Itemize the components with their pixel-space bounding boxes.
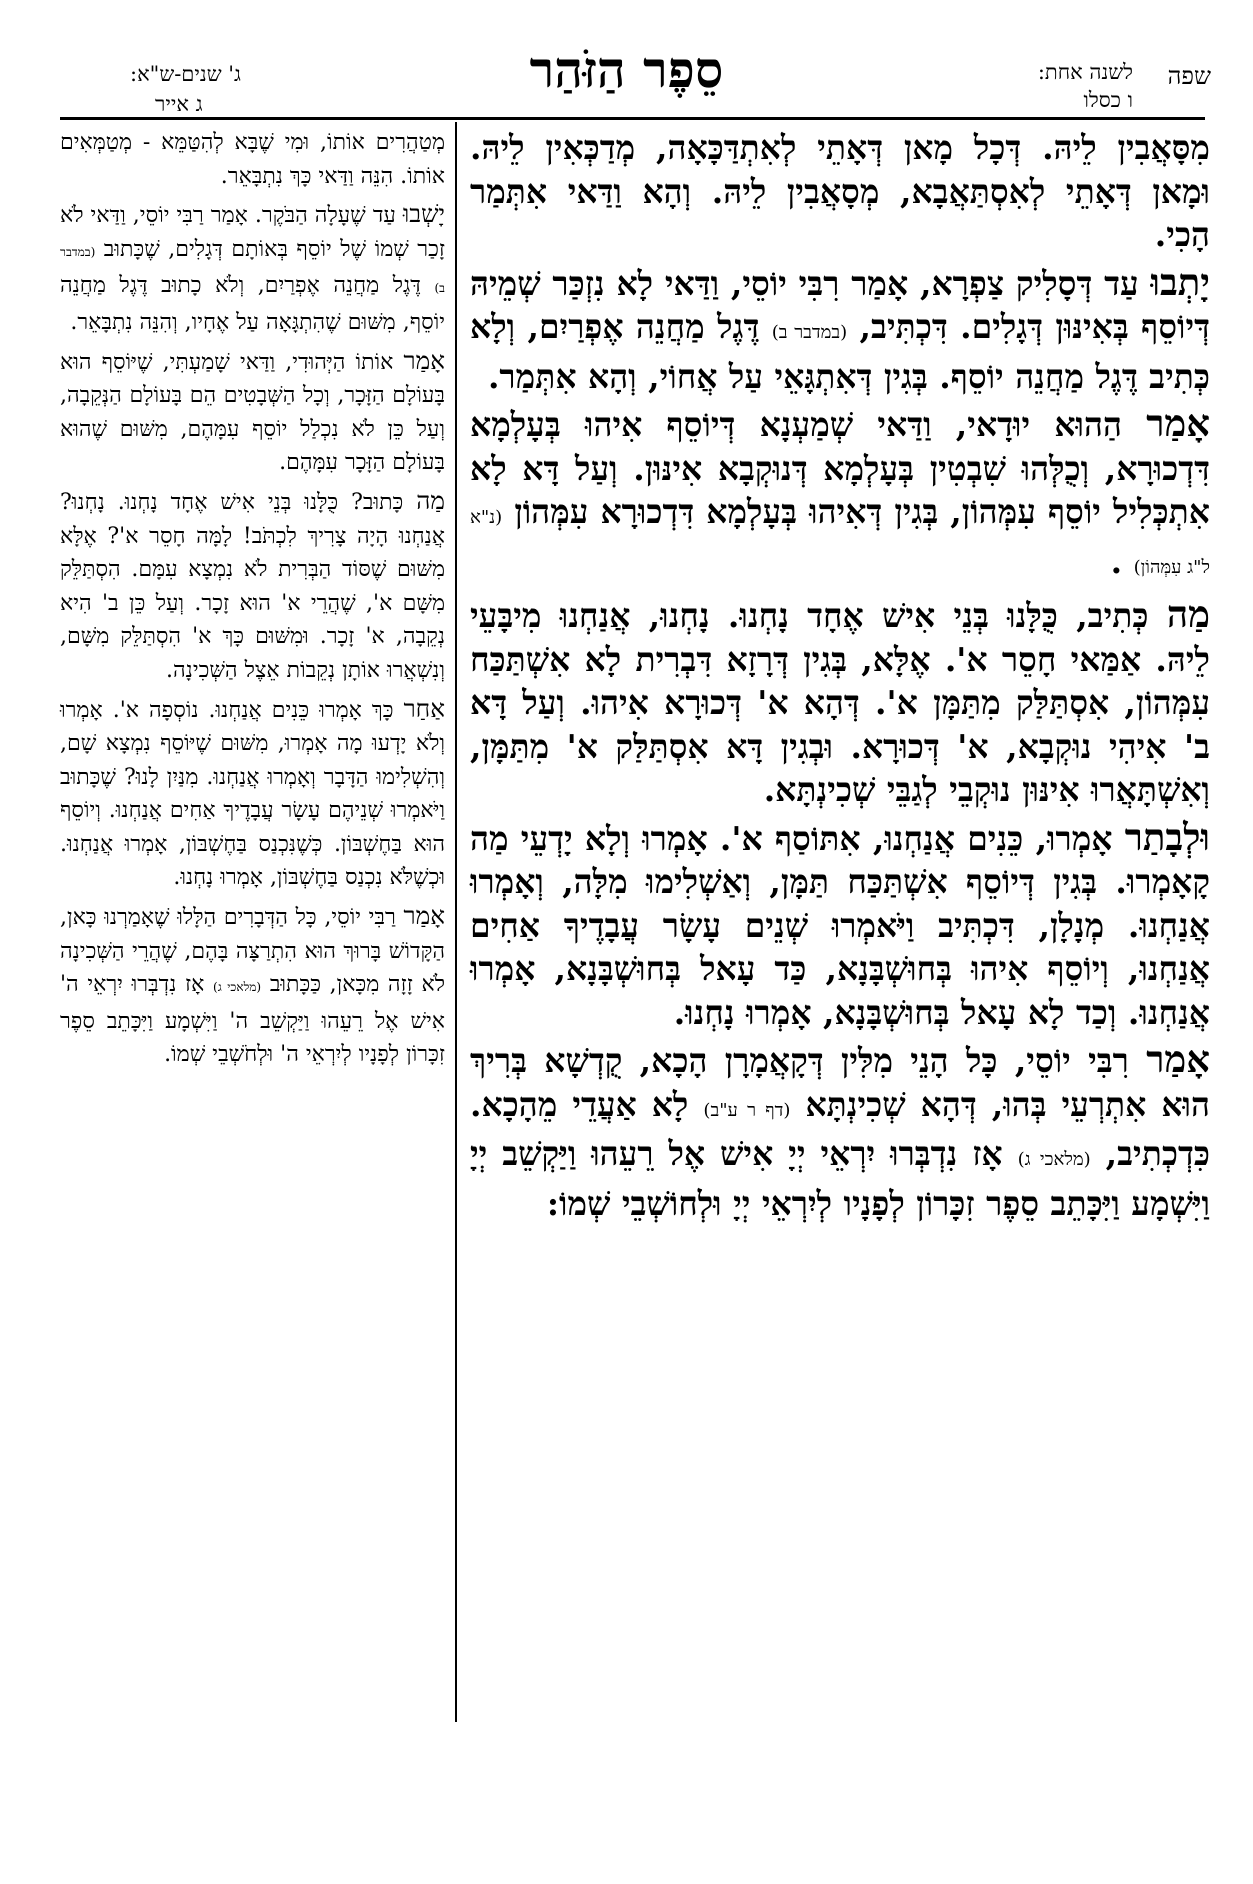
side-paragraph <box>60 692 445 896</box>
paragraph-text: אוֹתוֹ הַיְּהוּדִי, וַדַּאי שָׁמַעְתִּי, שֶׁיּוֹסֵף הוּא בָּעוֹלָם הַזָּכָר, וְכָל הַשְּׁבָטִים הֵם בָּעוֹלָם הַנְּקֵבָה, וְעַל כֵּן לֹא נִכְלַל יוֹסֵף עִמָּהֶם, מִשּׁוּם שֶׁהוּא בָּעוֹלָם הַזָּכָר עִמָּהֶם. <box>60 349 445 476</box>
paragraph-text: אָמְרוּ, כֵּנִים אֲנַחְנוּ, אִתּוֹסַף א'. אָמְרוּ וְלָא יָדְעֵי מַה קָאָמְרוּ. בְּגִין דְּיוֹסֵף אִשְׁתַּכַּח תַּמָּן, וְאַשְׁלִימוּ מִלָּה, וְאָמְרוּ אֲנַחְנוּ. מְנָלָן, דִּכְתִּיב וַיֹּאמְרוּ שְׁנֵים עָשָׂר עֲבָדֶיךָ אַחִים אֲנַחְנוּ, וְיוֹסֵף אִיהוּ בְּחוּשְׁבָּנָא, כַּד עָאל בְּחוּשְׁבָּנָא, אָמְרוּ אֲנַחְנוּ. וְכַד לָא עָאל בְּחוּשְׁבָּנָא, אָמְרוּ נָחְנוּ. <box>470 818 1210 1032</box>
source-reference: (במדבר ב) <box>771 322 848 343</box>
side-paragraph <box>60 484 445 688</box>
source-reference: (דף ר ע"ב) <box>703 1099 791 1121</box>
source-reference: (נ"א ל"ג עִמְּהוֹן) <box>470 507 1210 578</box>
main-paragraph <box>470 126 1210 257</box>
reading-date-three-year: ג אייר <box>155 92 203 116</box>
reading-schedule-three-year: ג' שנים-ש"א: <box>130 62 241 86</box>
paragraph-text: . <box>1110 541 1123 581</box>
main-paragraph <box>470 816 1210 1035</box>
header-rule <box>60 117 1205 120</box>
paragraph-text: כָּךְ אָמְרוּ כֵּנִים אֲנַחְנוּ. נוֹסְפָה א'. אָמְרוּ וְלֹא יָדְעוּ מָה אָמְרוּ, מִשּׁוּם שֶׁיּוֹסֵף נִמְצָא שָׁם, וְהִשְׁלִימוּ הַדָּבָר וְאָמְרוּ אֲנַחְנוּ. מִנַּיִן לָנוּ? שֶׁכָּתוּב וַיֹּאמְרוּ שְׁנֵיהֶם עָשָׂר עֲבָדֶיךָ אַחִים אֲנַחְנוּ. וְיוֹסֵף הוּא בַּחֶשְׁבּוֹן. כְּשֶׁנִּכְנַס בַּחֶשְׁבּוֹן, אָמְרוּ אֲנַחְנוּ. וּכְשֶׁלֹּא נִכְנַס בַּחֶשְׁבּוֹן, אָמְרוּ נָחְנוּ. <box>60 697 445 891</box>
source-reference: (במדבר ב) <box>60 244 445 296</box>
paragraph-text: לָא אַעֲדֵי מֵהָכָא. כִּדְכְתִיב, <box>470 1084 1210 1173</box>
side-paragraph <box>60 197 445 339</box>
page-label: שפה <box>1167 62 1211 90</box>
paragraph-text: מְטַהֲרִים אוֹתוֹ, וּמִי שֶׁבָּא לְהִטַּמֵּא - מְטַמְּאִים אוֹתוֹ. הִנֵּה וַדַּאי כָּךְ נִתְבָּאֵר. <box>60 130 445 189</box>
side-paragraph <box>60 126 445 193</box>
paragraph-lead-word: מַה <box>1166 592 1210 636</box>
paragraph-text: רַבִּי יוֹסֵי, כָּל הַדְּבָרִים הַלָּלוּ שֶׁאָמַרְנוּ כָּאן, הַקָּדוֹשׁ בָּרוּךְ הוּא הִתְרַצָּה בָּהֶם, שֶׁהֲרֵי הַשְּׁכִינָה לֹא זָזָה מִכָּאן, כַּכָּתוּב <box>60 905 445 998</box>
paragraph-lead-word: וּלְבָתַר <box>1124 814 1210 859</box>
paragraph-text: אָז נִדְבְּרוּ יִרְאֵי יְיָ אִישׁ אֶל רֵעֵהוּ וַיַּקְשֵׁב יְיָ וַיִּשְׁמָע וַיִּכָּתֵב סֵפֶר זִכָּרוֹן לְפָנָיו לְיִרְאֵי יְיָ וּלְחוֹשְׁבֵי שְׁמוֹ: <box>470 1134 1210 1223</box>
paragraph-text: הַהוּא יוּדָאי, וַדַּאי שְׁמַעְנָא דְּיוֹסֵף אִיהוּ בְּעָלְמָא דִּדְכוּרָא, וְכֻלְּהוּ שִׁבְטִין בְּעָלְמָא דְּנוּקְבָא אִינּוּן. וְעַל דָּא לָא אִתְכְּלִיל יוֹסֵף עִמְּהוֹן, בְּגִין דְּאִיהוּ בְּעָלְמָא דִּדְכוּרָא עִמְּהוֹן <box>470 405 1210 531</box>
paragraph-lead-word: יָתְבוּ <box>1150 259 1210 304</box>
paragraph-text: עַד דְּסָלִיק צַפְרָא, אָמַר רִבִּי יוֹסֵי, וַדַּאי לָא נִזְכַּר שְׁמֵיהּ דְּיוֹסֵף בְּאִינּוּן דְּגָלִים. דִּכְתִּיב, <box>470 263 1210 346</box>
main-paragraph <box>470 593 1210 812</box>
main-paragraph <box>470 1038 1210 1225</box>
paragraph-text: דֶּגֶל מַחֲנֵה אֶפְרַיִם, וְלֹא כָתוּב דֶּגֶל מַחֲנֵה יוֹסֵף, מִשּׁוּם שֶׁהִתְגָּאָה עַל אֶחָיו, וְהִנֵּה נִתְבָּאֵר. <box>60 273 445 335</box>
main-paragraph <box>470 402 1210 589</box>
aramaic-text-column <box>470 126 1210 1229</box>
column-divider <box>455 122 457 1722</box>
paragraph-lead-word: אָמַר <box>403 901 446 931</box>
paragraph-text: רִבִּי יוֹסֵי, כָּל הָנֵי מִלִּין דְּקָאֲמָרָן הָכָא, קֻדְשָׁא בְּרִיךְ הוּא אִתְרְעֵי בְּהוּ, דְּהָא שְׁכִינְתָּא <box>470 1041 1210 1124</box>
paragraph-lead-word: אָמַר <box>1146 1037 1210 1081</box>
paragraph-text: מִסָּאֲבִין לֵיהּ. דְּכָל מָאן דְּאָתֵי לְאִתְדַּכָּאָה, מְדַכְּאִין לֵיהּ. וּמָאן דְּאָתֵי לְאִסְתַּאֲבָא, מְסָאֲבִין לֵיהּ. וְהָא וַדַּאי אִתְּמַר הָכִי. <box>470 128 1210 254</box>
hebrew-translation-column <box>60 126 445 1076</box>
paragraph-lead-word: אַחַר <box>403 693 446 723</box>
paragraph-text: דֶּגֶל מַחֲנֵה אֶפְרַיִם, וְלָא כְּתִיב דֶּגֶל מַחֲנֵה יוֹסֵף. בְּגִין דְּאִתְגָּאֵי עַל אֲחוֹי, וְהָא אִתְּמַר. <box>470 307 1210 396</box>
page-header <box>0 0 1253 118</box>
source-reference: (מלאכי ג) <box>213 980 262 995</box>
reading-schedule-one-year: לשנה אחת: <box>1037 60 1133 84</box>
paragraph-lead-word: אָמַר <box>1146 401 1210 445</box>
main-paragraph <box>470 261 1210 399</box>
paragraph-lead-word: אָמַר <box>403 345 445 375</box>
paragraph-text: אָז נִדְבְּרוּ יִרְאֵי ה' אִישׁ אֶל רֵעֵהוּ וַיַּקְשֵׁב ה' וַיִּשְׁמָע וַיִּכָּתֵב סֵפֶר זִכָּרוֹן לְפָנָיו לְיִרְאֵי ה' וּלְחֹשְׁבֵי שְׁמוֹ. <box>60 972 445 1068</box>
book-title: סֵפֶר הַזֹּהַר <box>529 40 724 99</box>
paragraph-lead-word: יָשְׁבוּ <box>402 199 445 229</box>
paragraph-text: כְּתִיב, כֻּלָּנוּ בְּנֵי אִישׁ אֶחָד נָחְנוּ. נָחְנוּ, אֲנַחְנוּ מִיבָּעֵי לֵיהּ. אַמַּאי חָסֵר א'. אֶלָּא, בְּגִין דְּרָזָא דִּבְרִית לָא אִשְׁתַּכַּח עִמְּהוֹן, אִסְתַּלַּק מִתַּמָּן א'. דְּהָא א' דְּכוּרָא אִיהוּ. וְעַל דָּא ב' אִיהִי נוּקְבָא, א' דְּכוּרָא. וּבְגִין דָּא אִסְתַּלַּק א' מִתַּמָּן, וְאִשְׁתָּאֲרוּ אִינּוּן נוּקְבֵי לְגַבֵּי שְׁכִינְתָּא. <box>470 596 1210 809</box>
reading-date-one-year: ו כסלו <box>1083 88 1133 112</box>
side-paragraph <box>60 899 445 1072</box>
paragraph-lead-word: מַה <box>416 485 445 515</box>
paragraph-text: כָּתוּב? כֻּלָּנוּ בְּנֵי אִישׁ אֶחָד נָחְנוּ. נָחְנוּ? אֲנַחְנוּ הָיָה צָרִיךְ לִכְתֹּב! לָמָּה חָסֵר א'? אֶלָּא מִשּׁוּם שֶׁסּוֹד הַבְּרִית לֹא נִמְצָא עִמָּם. הִסְתַּלֵּק מִשָּׁם א', שֶׁהֲרֵי א' הוּא זָכָר. וְעַל כֵּן ב' הִיא נְקֵבָה, א' זָכָר. וּמִשּׁוּם כָּךְ א' הִסְתַּלֵּק מִשָּׁם, וְנִשְׁאֲרוּ אוֹתָן נְקֵבוֹת אֵצֶל הַשְּׁכִינָה. <box>60 489 445 683</box>
side-paragraph <box>60 344 445 480</box>
paragraph-text: עַד שֶׁעָלָה הַבֹּקֶר. אָמַר רַבִּי יוֹסֵי, וַדַּאי לֹא זָכַר שְׁמוֹ שֶׁל יוֹסֵף בְּאוֹתָם דְּגָלִים, שֶׁכָּתוּב <box>60 203 445 262</box>
source-reference: (מלאכי ג) <box>1017 1149 1091 1170</box>
